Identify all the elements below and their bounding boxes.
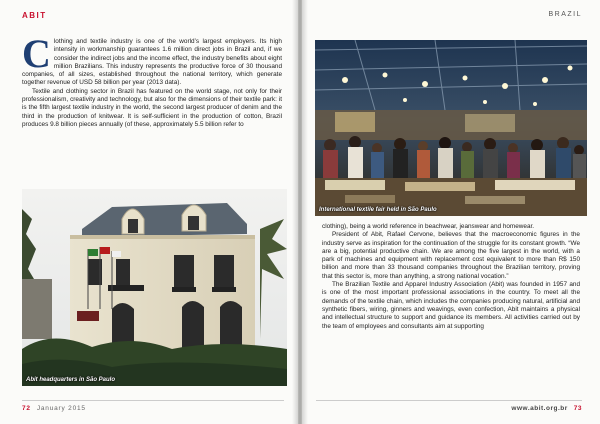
right-paragraph-1: clothing), being a world reference in beachwear, jeanswear and homewear. <box>322 223 535 230</box>
website-link[interactable]: www.abit.org.br <box>511 405 568 412</box>
spine-gutter <box>292 0 308 424</box>
textile-fair-photo <box>315 40 587 216</box>
right-footer-rule <box>316 400 582 401</box>
left-paragraph-2: Textile and clothing sector in Brazil has featured on the world stage, not only for their professionalism, creativity and technology, but also for the dimensions of their textile park: it is the fifth largest textile industry in the world, the second largest producer of denim and the third in the production of knitwear. It is self-sufficient in the production of cotton, Brazil produces 9.8 billion pieces annually (of these, approximately 5.5 billion refer to <box>22 87 282 128</box>
left-paragraph-1: lothing and textile industry is one of the world’s largest employers. Its high intensity in workmanship guarantees 1.6 million direct jobs in Brazil and, if we consider the indirect jobs and the income effect, the industry benefits about eight million Brazilians. This industry represents the productive force of 30 thousand companies, of all sizes, established throughout the national territory, which generate together revenue of USD 58 billion per year (2013 data). <box>22 38 282 87</box>
left-page-number: 72 <box>22 405 31 412</box>
brand-header: ABIT <box>22 11 47 20</box>
issue-date: January 2015 <box>36 405 86 412</box>
building-illustration <box>22 189 287 386</box>
fair-caption: International textile fair held in São Paulo <box>319 207 437 213</box>
right-page-number: 73 <box>573 405 582 412</box>
left-article-text <box>22 31 282 129</box>
abit-headquarters-photo <box>22 189 287 386</box>
fair-hall-illustration <box>315 40 587 216</box>
right-footer <box>511 405 582 412</box>
right-page <box>302 0 600 424</box>
right-paragraph-2: President of Abit, Rafael Cervone, believes that the macroeconomic figures in the industry serve as inspiration for the continuation of the struggle for its constant growth. “We are a big, potential productive chain. We are among the five largest in the world, with a park of machines and equipment with replacement cost equivalent to more than R$ 150 billion and more than 33 thousand companies throughout the Brazilian territory, proving that this sector is, more than anything, a strong national vocation.” <box>322 231 580 280</box>
section-header: BRAZIL <box>548 11 582 18</box>
right-paragraph-3: The Brazilian Textile and Apparel Industry Association (Abit) was founded in 1957 and is one of the most important professional associations in the country. To meet all the demands of the textile chain, which includes the companies producing natural, artificial and synthetic fibers, wiring, ginners and weavings, even confection, Abit maintains a physical and intellectual structure to support and guidance its members. All activities carried out by the team of employees and consultants aim at supporting <box>322 281 580 330</box>
headquarters-caption: Abit headquarters in São Paulo <box>26 377 116 383</box>
left-footer-rule <box>22 400 284 401</box>
drop-cap: C <box>22 31 51 76</box>
right-article-text <box>322 223 580 331</box>
left-page <box>0 0 298 424</box>
left-footer <box>22 405 86 412</box>
